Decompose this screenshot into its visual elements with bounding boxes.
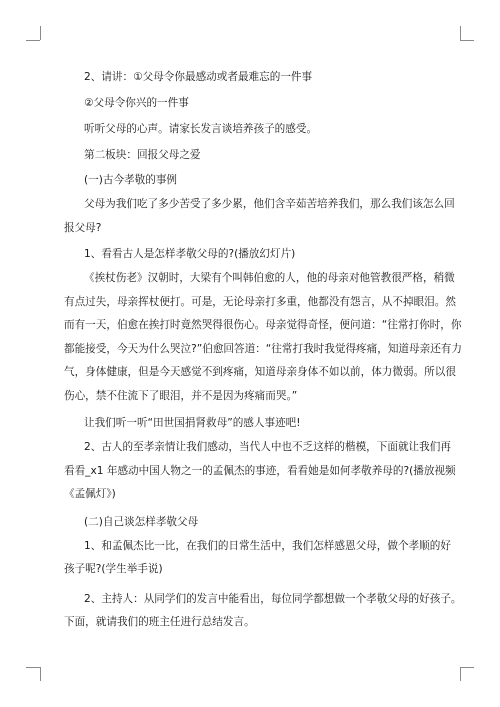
text-line: 报父母? [64,221,102,234]
crop-mark-top-left-v [40,26,41,40]
text-line: ②父母令你兴的一件事 [84,97,189,109]
text-line: 1、看看古人是怎样孝敬父母的?(播放幻灯片) [84,248,296,260]
crop-mark-bottom-left-v [40,667,41,681]
crop-mark-bottom-left-h [26,667,40,668]
text-line: 父母为我们吃了多少苦受了多少累，他们含辛茹苦培养我们，那么我们该怎么回 [84,198,455,210]
crop-mark-top-left-h [26,40,40,41]
text-line: 2、请讲：①父母令你最感动或者最难忘的一件事 [84,71,313,83]
text-line: 伤心，禁不住流下了眼泪，并不是因为疼痛而哭。” [64,389,298,402]
text-line: 2、主持人：从同学们的发言中能看出，每位同学都想做一个孝敬父母的好孩子。 [84,592,462,605]
text-line: 孩子呢?(学生举手说) [64,563,163,575]
section-heading: 第二板块：回报父母之爱 [84,149,201,161]
crop-mark-bottom-right-h [460,667,474,668]
crop-mark-top-right-v [460,26,461,40]
document-body [64,62,462,635]
text-line: 气，身体健康，但是今天感觉不到疼痛，知道母亲身体不如以前，体力微弱。所以很 [64,366,456,378]
subsection-heading: (二)自己谈怎样孝敬父母 [84,515,199,528]
text-line: 《孟佩灯》) [64,488,116,500]
crop-mark-bottom-right-v [460,667,461,681]
text-line: 《挨杖伤老》汉朝时，大梁有个叫韩伯愈的人，他的母亲对他管教很严格，稍微 [84,272,455,284]
text-line: 而有一天，伯愈在挨打时竟然哭得很伤心。母亲觉得奇怪，便问道：“往常打你时，你 [64,319,462,331]
text-line: 1、和孟佩杰比一比，在我们的日常生活中，我们怎样感恩父母，做个孝顺的好 [84,539,451,552]
text-line: 听听父母的心声。请家长发言谈培养孩子的感受。 [84,123,318,135]
text-line: 让我们听一听“田世国捐肾救母”的感人事迹吧! [84,417,301,429]
subsection-heading: (一)古今孝敬的事例 [84,174,178,186]
text-line: 有点过失，母亲挥杖便打。可是，无论母亲打多重，他都没有怨言，从不掉眼泪。然 [64,295,456,308]
text-line: 2、古人的至孝亲情让我们感动，当代人中也不乏这样的楷模，下面就让我们再 [84,441,451,453]
text-line: 下面，就请我们的班主任进行总结发言。 [64,616,255,628]
text-line: 看看_x1 年感动中国人物之一的孟佩杰的事迹，看看她是如何孝敬养母的?(播放视频 [64,464,456,477]
crop-mark-top-right-h [460,40,474,41]
text-line: 都能接受，今天为什么哭泣?”伯愈回答道：“往常打我时我觉得疼痛，知道母亲还有力 [64,342,462,355]
